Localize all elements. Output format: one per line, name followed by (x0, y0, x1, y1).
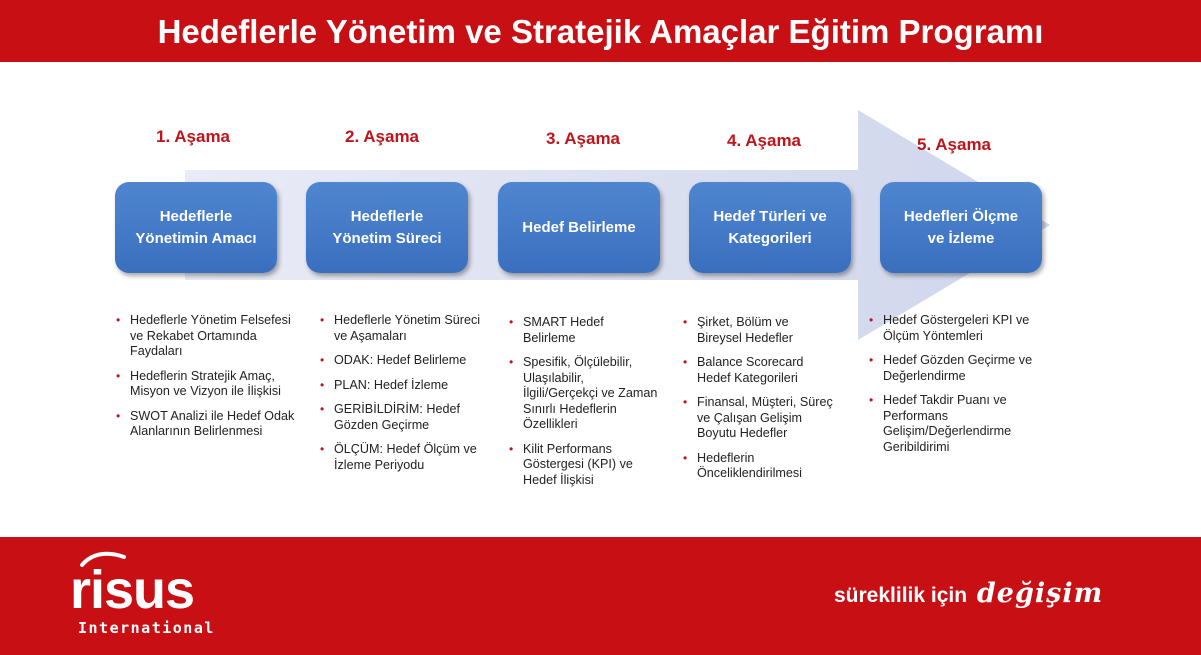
list-item: • ODAK: Hedef Belirleme (320, 353, 467, 367)
stage-2-label: 2. Aşama (344, 127, 420, 146)
list-item: • SWOT Analizi ile Hedef Odak Alanlarının Belirlenmesi (116, 408, 295, 438)
list-item: • Hedeflerin Önceliklendirilmesi (683, 450, 802, 480)
list-item: • Balance Scorecard Hedef Kategorileri (683, 355, 804, 385)
stage-4-topics (683, 315, 833, 491)
stage-1-label: 1. Aşama (155, 127, 231, 146)
list-item: • Şirket, Bölüm ve Bireysel Hedefler (683, 315, 793, 345)
stage-4-label: 4. Aşama (726, 131, 802, 150)
stage-5-topics (869, 313, 1039, 464)
stage-1-topics (116, 313, 306, 449)
logo-wordmark: risus (70, 560, 195, 620)
slogan-script: değişim (976, 578, 1104, 609)
list-item: • Hedef Gözden Geçirme ve Değerlendirme (869, 353, 1033, 383)
list-item: • PLAN: Hedef İzleme (320, 377, 449, 392)
stage-2-box (306, 182, 468, 273)
list-item: • Finansal, Müşteri, Süreç ve Çalışan Gelişim Boyutu Hedefler (683, 395, 833, 440)
stage-3-title: Hedef Belirleme (522, 218, 636, 236)
list-item: • SMART Hedef Belirleme (509, 315, 604, 345)
slogan (834, 578, 1103, 609)
stage-5-title: Hedefleri Ölçme ve İzleme (903, 207, 1019, 247)
list-item: • Hedef Takdir Puanı ve Performans Gelişim/Değerlendirme Geribildirimi (869, 393, 1012, 454)
stage-2-topics (320, 313, 490, 482)
stage-4-box (689, 182, 851, 273)
risus-logo (70, 553, 230, 643)
slogan-plain: süreklilik için (834, 584, 968, 607)
page-title: Hedeflerle Yönetim ve Stratejik Amaçlar Eğitim Programı (157, 13, 1044, 50)
list-item: • ÖLÇÜM: Hedef Ölçüm ve İzleme Periyodu (320, 442, 477, 472)
stage-1-title: Hedeflerle Yönetimin Amacı (135, 207, 257, 247)
list-item: • Hedeflerin Stratejik Amaç, Misyon ve Vizyon ile İlişkisi (116, 368, 281, 398)
list-item: • Hedeflerle Yönetim Felsefesi ve Rekabet Ortamında Faydaları (116, 313, 291, 358)
stage-4-title: Hedef Türleri ve Kategorileri (713, 207, 827, 247)
stage-5-label: 5. Aşama (916, 135, 992, 154)
list-item: • Hedef Göstergeleri KPI ve Ölçüm Yöntemleri (869, 313, 1030, 343)
list-item: • Spesifik, Ölçülebilir, Ulaşılabilir, İlgili/Gerçekçi ve Zaman Sınırlı Hedeflerin Özellikleri (509, 355, 658, 431)
stage-3-box (498, 182, 660, 273)
stage-3-label: 3. Aşama (545, 129, 621, 148)
stage-1-box (115, 182, 277, 273)
list-item: • GERİBİLDİRİM: Hedef Gözden Geçirme (320, 402, 460, 432)
stage-2-title: Hedeflerle Yönetim Süreci (332, 207, 442, 247)
logo-subtext: International (78, 619, 215, 637)
list-item: • Hedeflerle Yönetim Süreci ve Aşamaları (320, 313, 481, 343)
stage-5-box (880, 182, 1042, 273)
stage-3-topics (509, 315, 659, 497)
list-item: • Kilit Performans Göstergesi (KPI) ve Hedef İlişkisi (509, 441, 633, 487)
